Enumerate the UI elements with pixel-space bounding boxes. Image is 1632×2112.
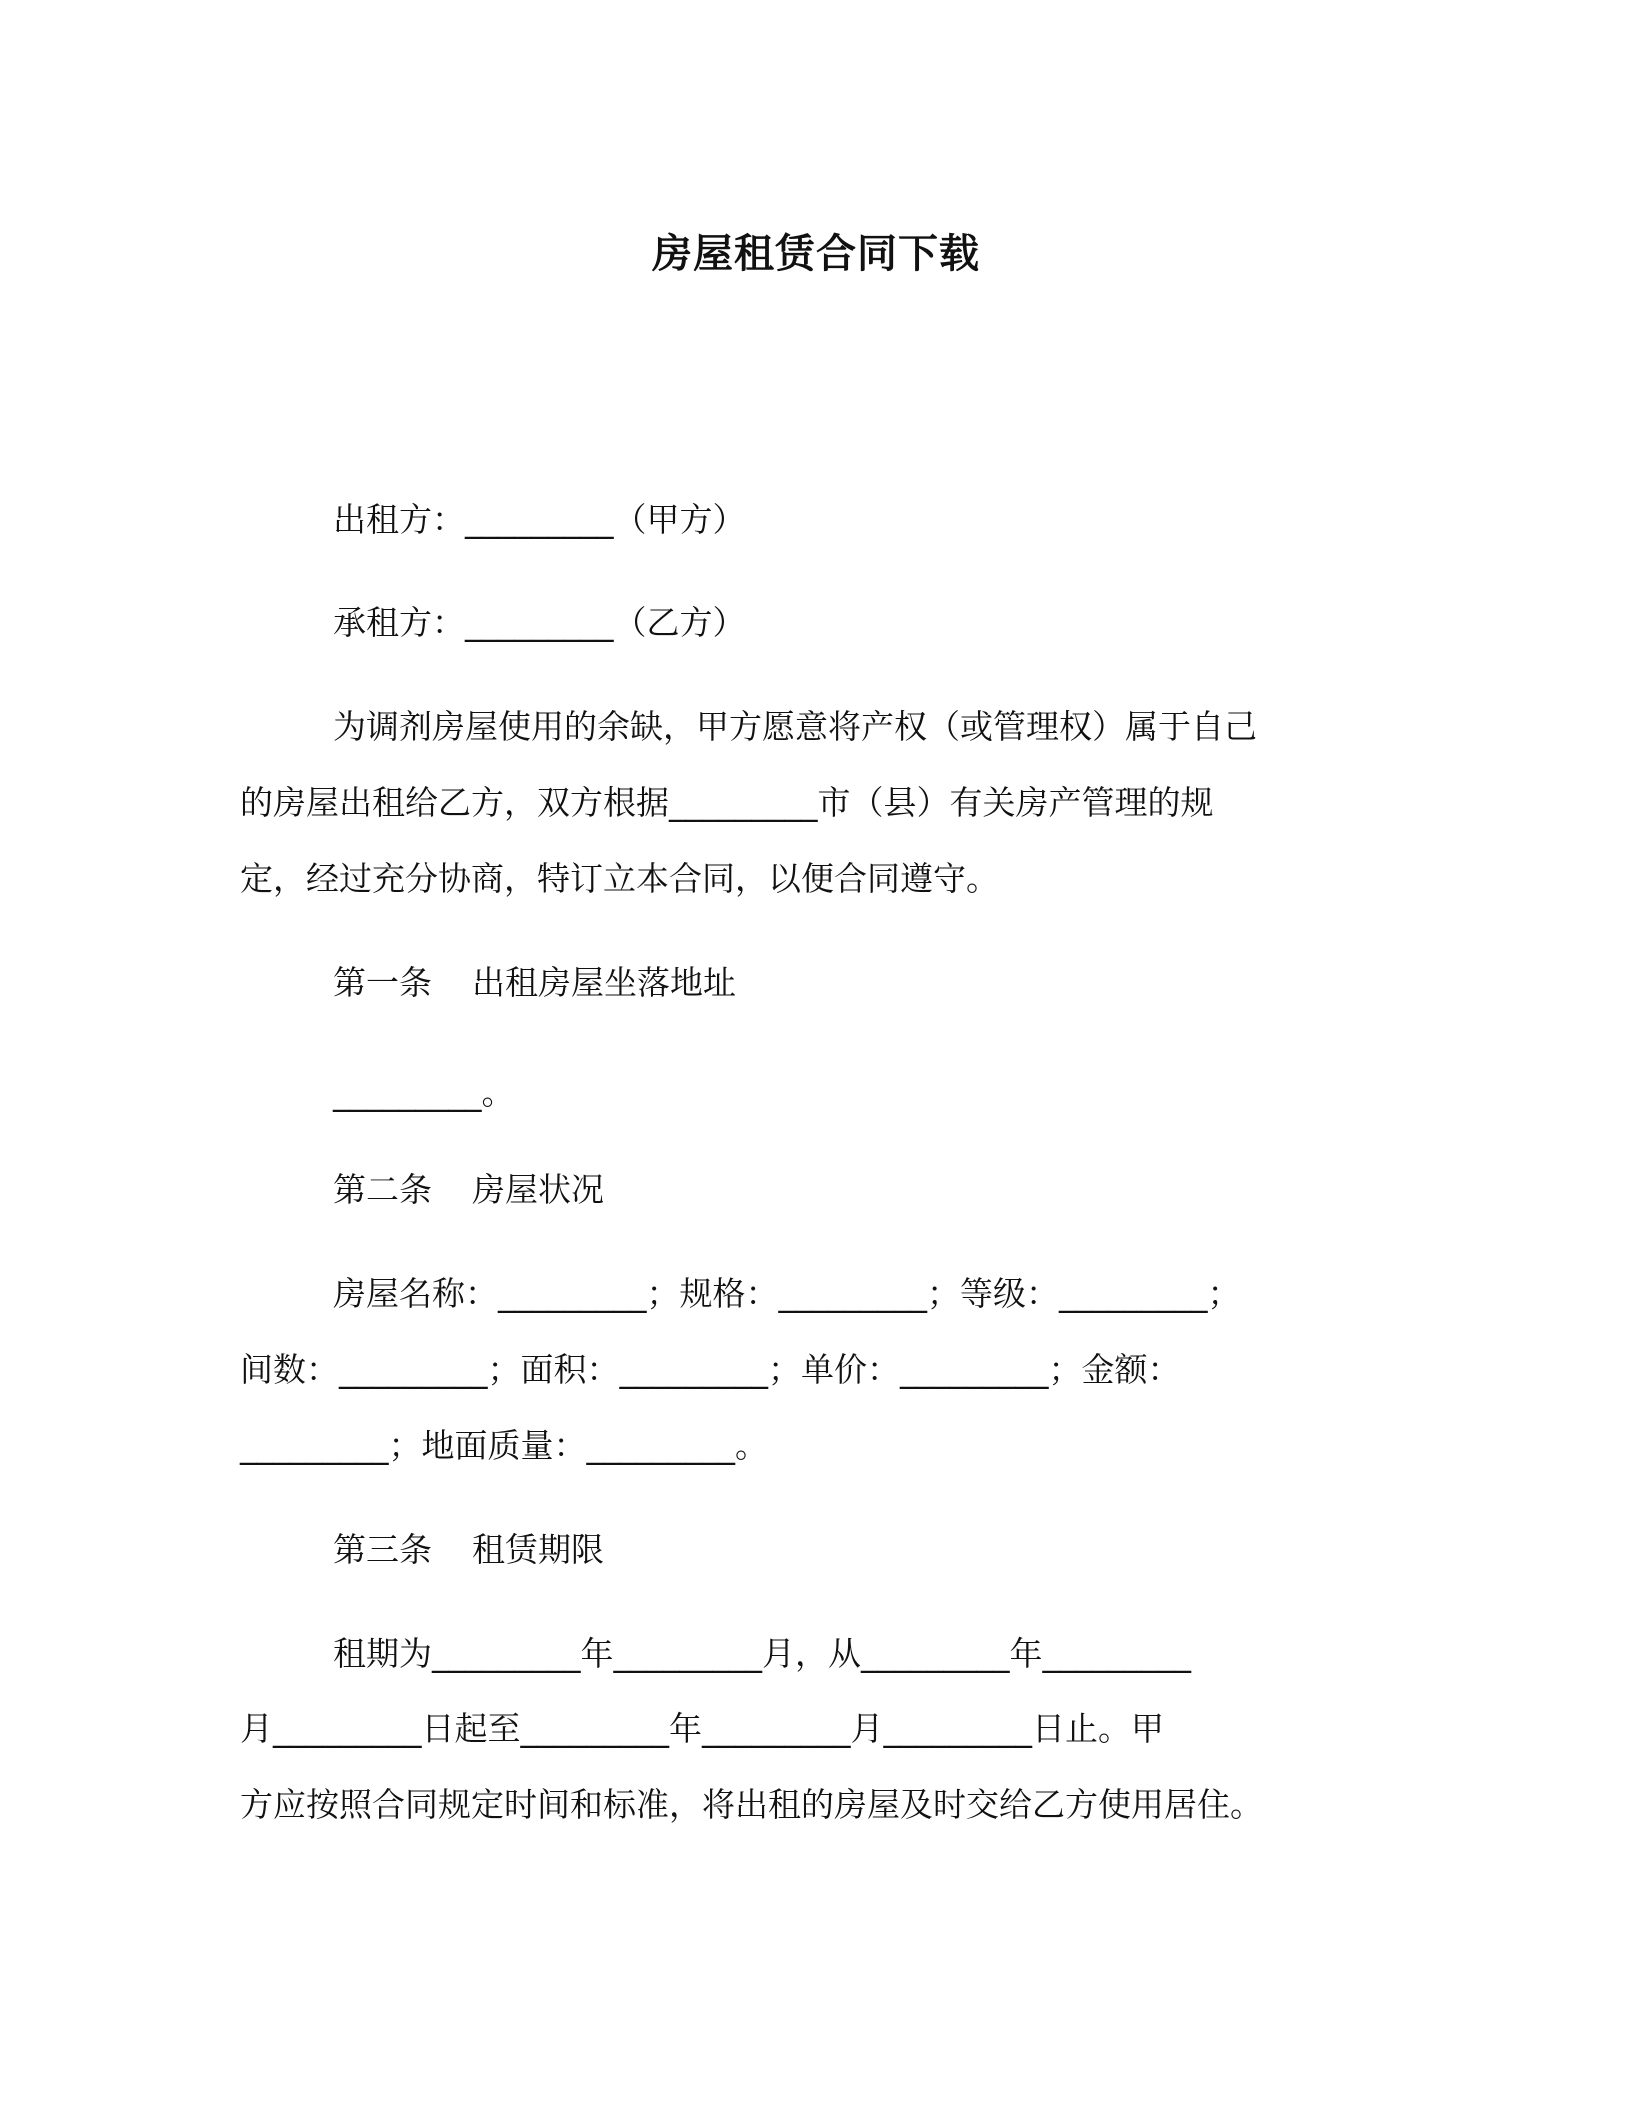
article-2-body-line-1: 房屋名称：_________；规格：_________；等级：_________； — [333, 1274, 1241, 1313]
lessor-line: 出租方：_________（甲方） — [333, 500, 746, 539]
article-3-body-line-2: 月_________日起至_________年_________月_________日止。甲 — [240, 1709, 1164, 1748]
article-3-heading — [333, 1528, 604, 1572]
lessee-line: 承租方：_________（乙方） — [333, 603, 746, 642]
article-2-body-line-3: _________；地面质量：_________。 — [240, 1426, 768, 1465]
article-1-heading — [333, 961, 736, 1005]
preamble-line-2: 的房屋出租给乙方，双方根据_________市（县）有关房产管理的规 — [240, 783, 1214, 822]
article-1-title: 出租房屋坐落地址 — [472, 963, 736, 1002]
preamble-line-1: 为调剂房屋使用的余缺，甲方愿意将产权（或管理权）属于自己 — [333, 707, 1257, 746]
article-1-number: 第一条 — [333, 963, 432, 1002]
article-2-body-line-2: 间数：_________；面积：_________；单价：_________；金额： — [240, 1350, 1181, 1389]
article-1-body: _________。 — [333, 1073, 515, 1112]
article-2-heading — [333, 1168, 604, 1212]
preamble-line-3: 定，经过充分协商，特订立本合同，以便合同遵守。 — [240, 859, 999, 898]
article-3-body-line-1: 租期为_________年_________月，从_________年_________ — [333, 1634, 1191, 1673]
article-2-title: 房屋状况 — [472, 1170, 604, 1209]
article-3-number: 第三条 — [333, 1530, 432, 1569]
document-title: 房屋租赁合同下载 — [652, 231, 980, 277]
article-3-title: 租赁期限 — [472, 1530, 604, 1569]
article-2-number: 第二条 — [333, 1170, 432, 1209]
article-3-body-line-3: 方应按照合同规定时间和标准，将出租的房屋及时交给乙方使用居住。 — [240, 1785, 1263, 1824]
